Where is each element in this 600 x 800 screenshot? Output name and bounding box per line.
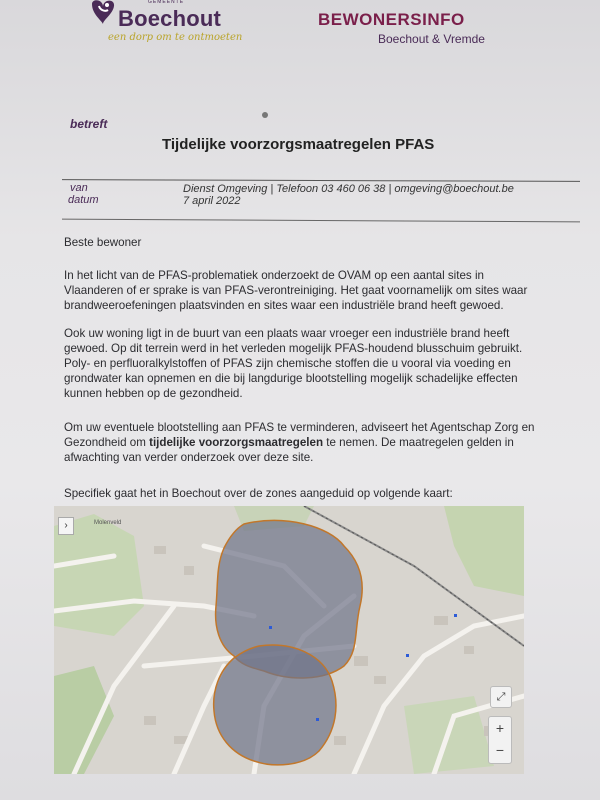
divider-top (62, 179, 580, 182)
brand-tagline: een dorp om te ontmoeten (108, 32, 243, 43)
map-intro: Specifiek gaat het in Boechout over de zones aangeduid op volgende kaart: (64, 487, 453, 500)
paragraph-2-line: Poly- en perfluoralkylstoffen of PFAS zijn chemische stoffen die u vooral via voeding en (64, 357, 511, 370)
sender-info: Dienst Omgeving | Telefoon 03 460 06 38 | omgeving@boechout.be (183, 183, 514, 195)
emphasis-text: tijdelijke voorzorgsmaatregelen (149, 436, 324, 449)
pfas-zone-map[interactable] (54, 506, 524, 774)
paragraph-2-line: Ook uw woning ligt in de buurt van een plaats waar vroeger een industriële brand heeft (64, 327, 510, 340)
gemeente-label: GEMEENTE (148, 0, 185, 5)
paper-mark (262, 112, 268, 118)
paragraph-3-line (64, 435, 534, 450)
paragraph-3-line: Om uw eventuele blootstelling aan PFAS te verminderen, adviseert het Agentschap Zorg en (64, 421, 535, 434)
zoom-out-button[interactable]: − (495, 742, 505, 758)
zoom-in-button[interactable]: + (495, 720, 505, 736)
subject-title: Tijdelijke voorzorgsmaatregelen PFAS (162, 136, 435, 153)
brand-name: Boechout (118, 6, 222, 31)
document-subtitle: Boechout & Vremde (378, 32, 485, 46)
map-sidebar-toggle[interactable]: › (58, 517, 74, 535)
paragraph-3 (64, 420, 534, 465)
paragraph-2-line: kunnen hebben op de gezondheid. (64, 387, 243, 400)
divider-bottom (62, 219, 580, 223)
text-span: Gezondheid om (64, 436, 150, 449)
betreft-label: betreft (70, 117, 108, 131)
datum-label: datum (68, 194, 99, 206)
map-zoom-control (488, 716, 512, 764)
paragraph-1-line: In het licht van de PFAS-problematiek onderzoekt de OVAM op een aantal sites in (64, 269, 484, 282)
fullscreen-icon[interactable]: ⤢ (490, 686, 512, 708)
paragraph-2-line: grondwater kan opnemen en die bij langdurige blootstelling mogelijk schadelijke effecten (64, 372, 518, 385)
date-value: 7 april 2022 (183, 195, 241, 207)
greeting: Beste bewoner (64, 236, 142, 249)
paragraph-1-line: brandweeroefeningen plaatsvinden en sites waar een industriële brand heeft gewoed. (64, 299, 504, 312)
van-label: van (70, 182, 88, 194)
map-canvas (54, 506, 524, 774)
paragraph-2-line: gewoed. Op dit terrein werd in het verleden mogelijk PFAS-houdend blusschuim gebruikt. (64, 342, 523, 355)
heart-logo-icon (88, 0, 118, 28)
paragraph-1 (64, 268, 527, 313)
paragraph-1-line: Vlaanderen of er sprake is van PFAS-verontreiniging. Het gaat voornamelijk om sites waar (64, 284, 528, 297)
document-type: BEWONERSINFO (318, 10, 465, 29)
paragraph-3-line: afwachting van verder onderzoek over deze site. (64, 451, 314, 464)
map-place-label: Molenveld (94, 520, 122, 526)
paragraph-2 (64, 326, 522, 401)
text-span: te nemen. De maatregelen gelden in (323, 436, 514, 449)
